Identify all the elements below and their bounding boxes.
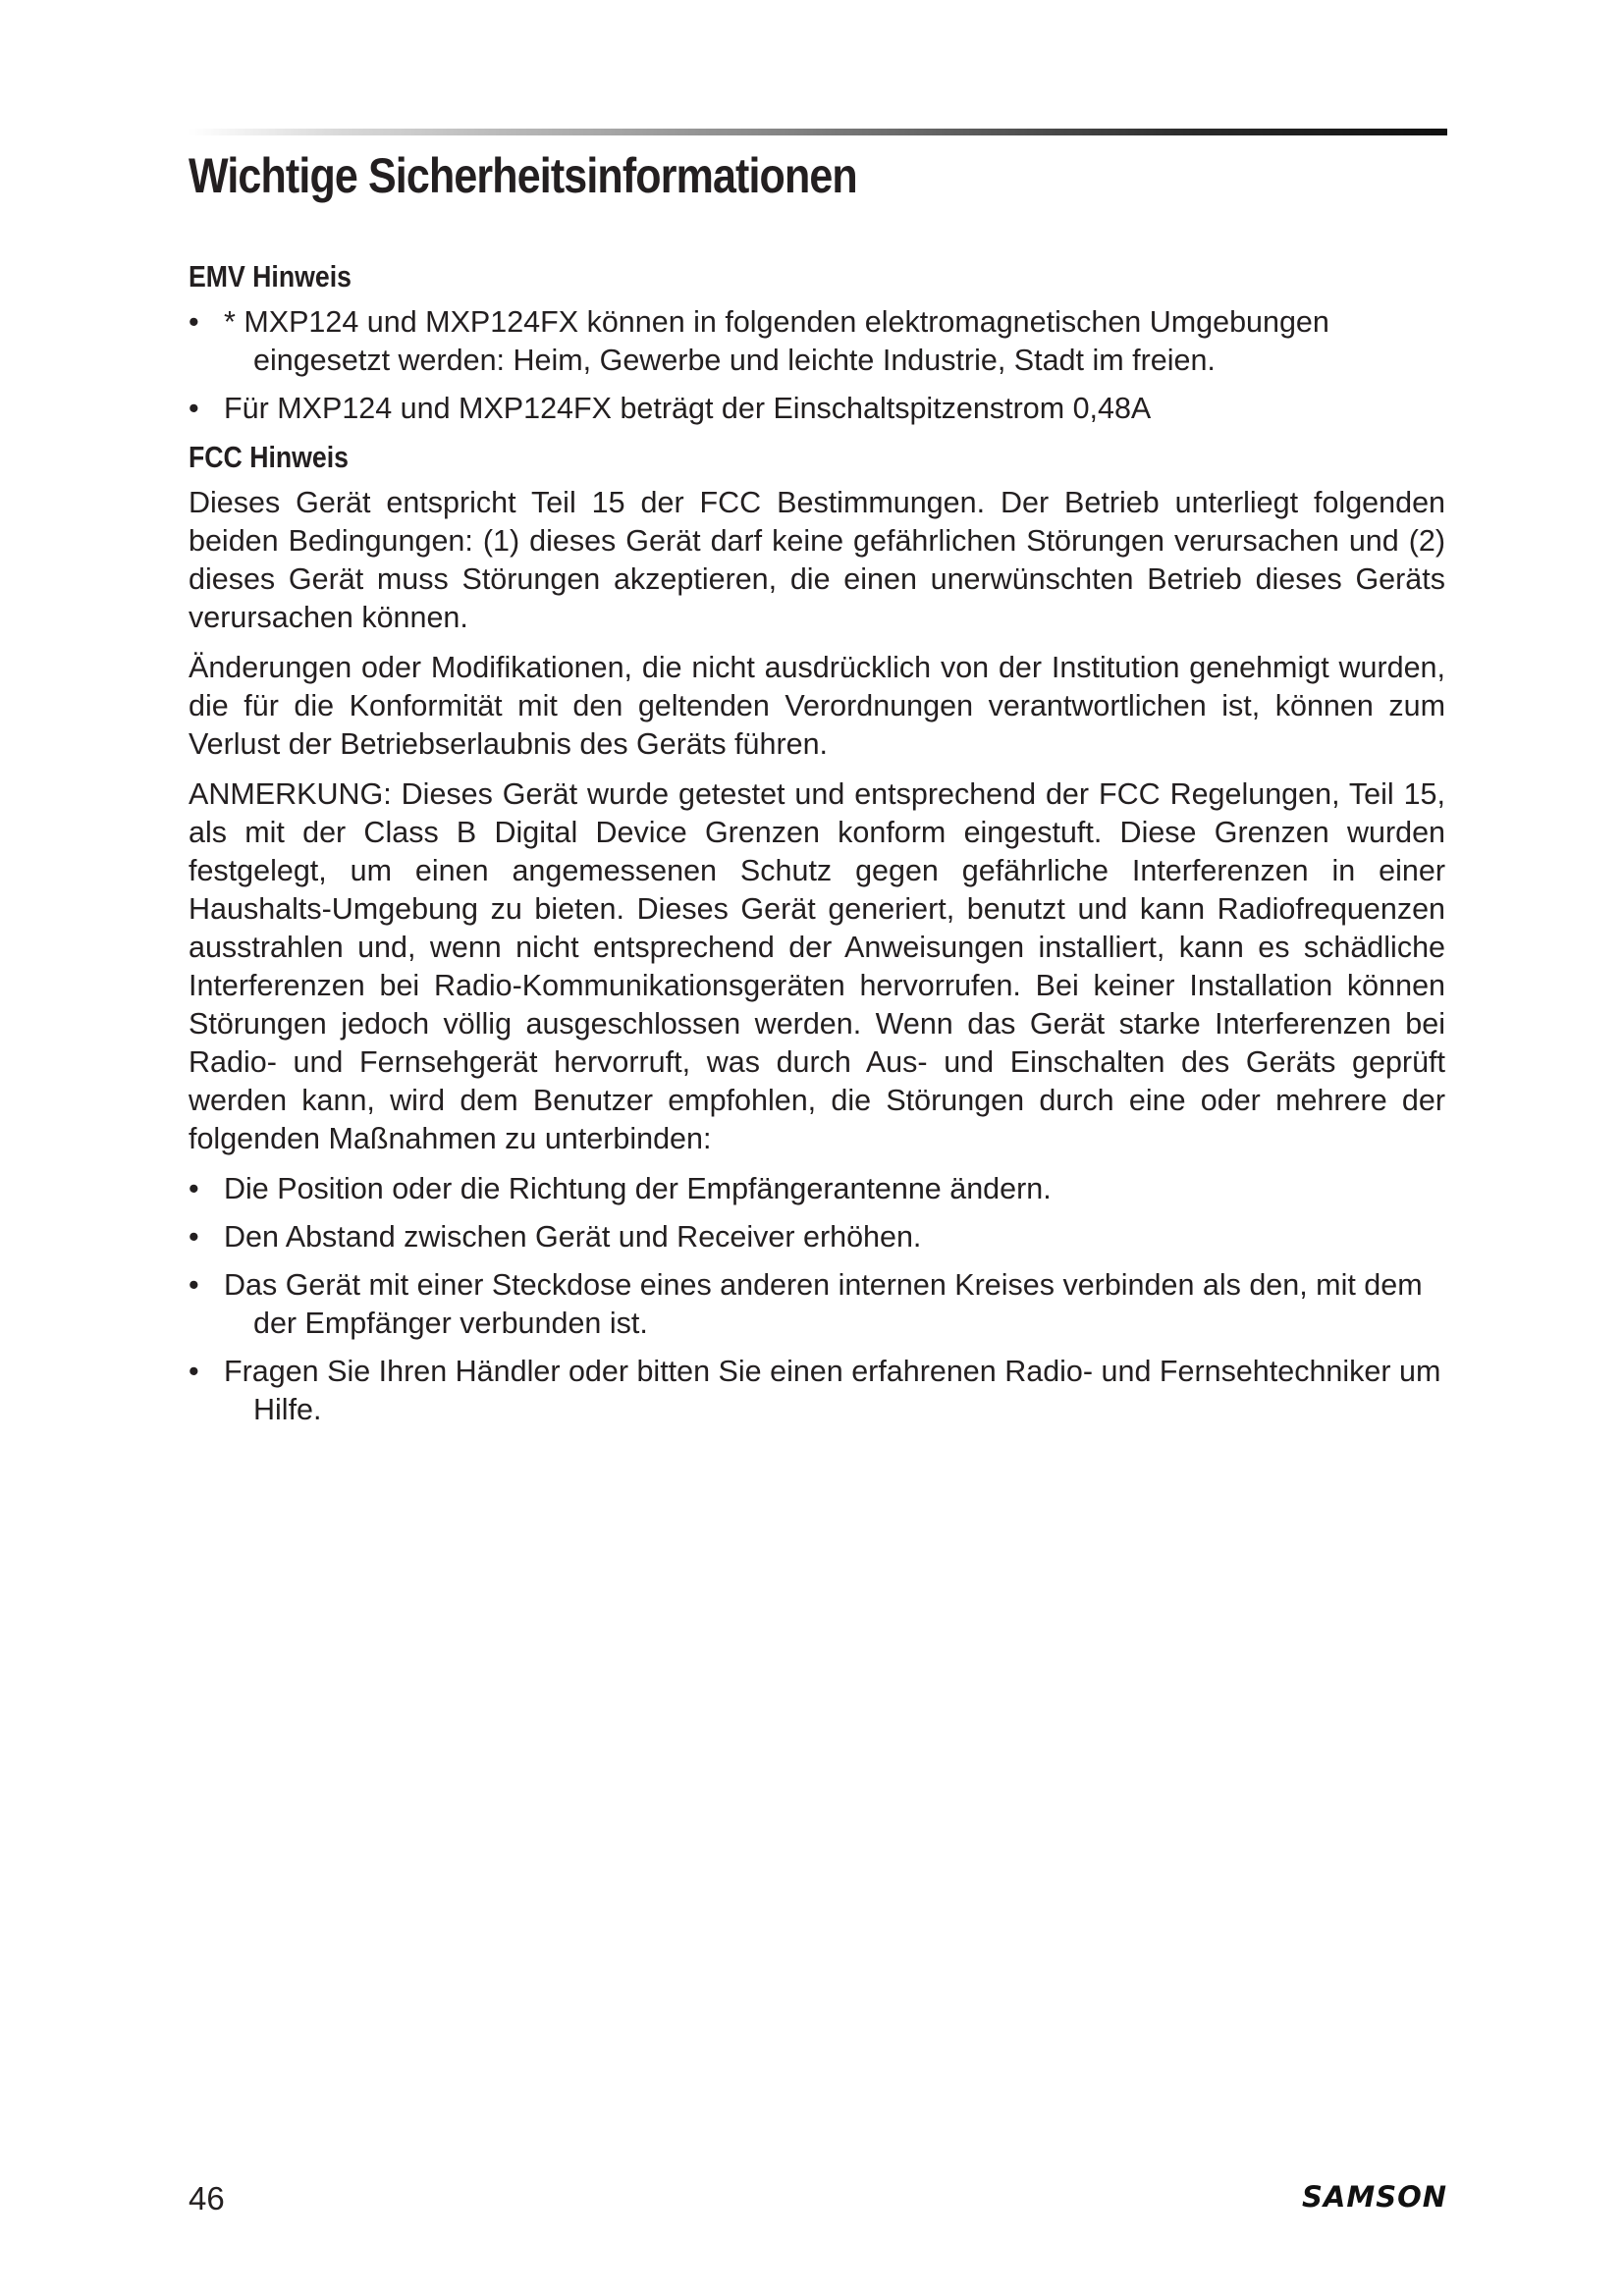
list-item: • Die Position oder die Richtung der Empfängerantenne ändern.	[189, 1170, 1445, 1208]
fcc-measures-list	[189, 1170, 1445, 1429]
fcc-paragraph: Änderungen oder Modifikationen, die nicht ausdrücklich von der Institution genehmigt wurden, die für die Konformität mit den geltenden Verordnungen verantwortlichen ist, können zum Verlust der Betriebserlaubnis des Geräts führen.	[189, 651, 1445, 761]
bullet-icon: •	[189, 1172, 199, 1205]
emv-heading: EMV Hinweis	[189, 259, 352, 294]
fcc-paragraph: Dieses Gerät entspricht Teil 15 der FCC Bestimmungen. Der Betrieb unterliegt folgenden beiden Bedingungen: (1) dieses Gerät darf keine gefährlichen Störungen verursachen und (2) dieses Gerät muss Störungen akzeptieren, die einen unerwünschten Betrieb dieses Geräts verursachen können.	[189, 486, 1445, 634]
samson-logo: SAMSON	[1302, 2180, 1447, 2214]
list-item: • Fragen Sie Ihren Händler oder bitten Sie einen erfahrenen Radio- und Fernsehtechniker um Hilfe.	[189, 1355, 1441, 1426]
list-item: • Für MXP124 und MXP124FX beträgt der Einschaltspitzenstrom 0,48A	[189, 390, 1445, 428]
list-item: • Das Gerät mit einer Steckdose eines anderen internen Kreises verbinden als den, mit dem der Empfänger verbunden ist.	[189, 1268, 1423, 1340]
emv-list	[189, 303, 1445, 428]
bullet-icon: •	[189, 392, 199, 425]
header-rule	[189, 129, 1447, 135]
page-number: 46	[189, 2180, 225, 2216]
bullet-icon: •	[189, 1268, 199, 1302]
bullet-icon: •	[189, 1220, 199, 1254]
bullet-icon: •	[189, 305, 199, 339]
list-item: • * MXP124 und MXP124FX können in folgenden elektromagnetischen Umgebungen eingesetzt werden: Heim, Gewerbe und leichte Industrie, Stadt im freien.	[189, 305, 1329, 377]
bullet-icon: •	[189, 1355, 199, 1388]
page-title: Wichtige Sicherheitsinformationen	[189, 148, 857, 203]
list-item: • Den Abstand zwischen Gerät und Receiver erhöhen.	[189, 1218, 1445, 1256]
content-body	[189, 257, 1445, 1439]
fcc-heading: FCC Hinweis	[189, 440, 349, 474]
fcc-paragraph: ANMERKUNG: Dieses Gerät wurde getestet und entsprechend der FCC Regelungen, Teil 15, als mit der Class B Digital Device Grenzen konform eingestuft. Diese Grenzen wurden festgelegt, um einen angemessenen Schutz gegen gefährliche Interferenzen in einer Haushalts-Umgebung zu bieten. Dieses Gerät generiert, benutzt und kann Radiofrequenzen ausstrahlen und, wenn nicht entsprechend der Anweisungen installiert, kann es schädliche Interferenzen bei Radio-Kommunikationsgeräten hervorrufen. Bei keiner Installation können Störungen jedoch völlig ausgeschlossen werden. Wenn das Gerät starke Interferenzen bei Radio- und Fernsehgerät hervorruft, was durch Aus- und Einschalten des Geräts geprüft werden kann, wird dem Benutzer empfohlen, die Störungen durch eine oder mehrere der folgenden Maßnahmen zu unterbinden:	[189, 777, 1445, 1155]
